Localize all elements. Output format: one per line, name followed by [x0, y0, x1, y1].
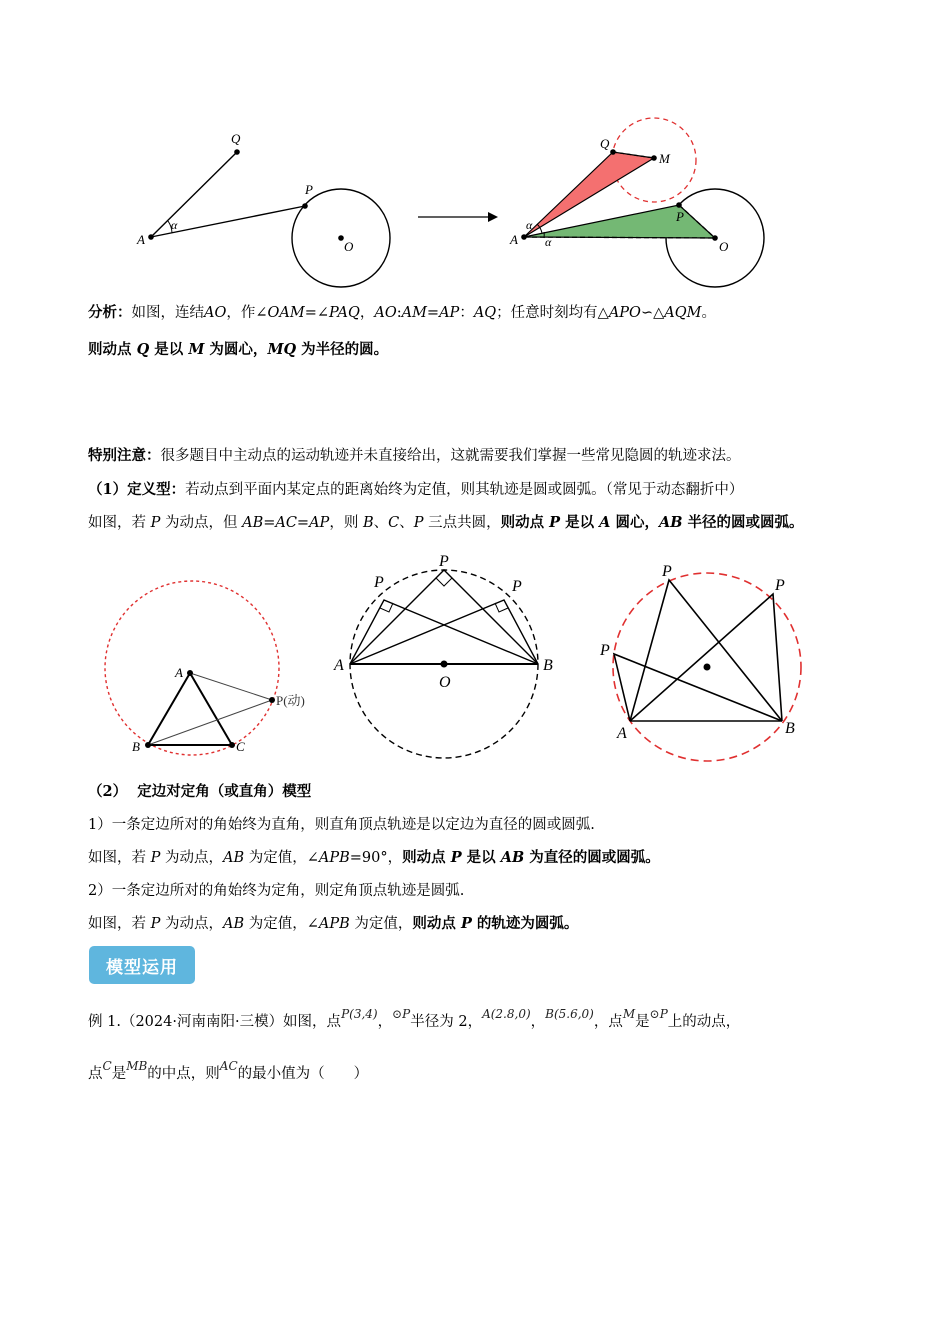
- c3-label-p-right: P: [775, 577, 785, 594]
- segment-aq: [151, 152, 237, 237]
- model-application-badge: 模型运用: [89, 946, 195, 984]
- type1-example: 如图，若 P 为动点，但 AB=AC=AP，则 B、C、P 三点共圆，则动点 P 是以 A 圆心，AB 半径的圆或圆弧。: [88, 514, 804, 531]
- label-a: A: [137, 232, 145, 247]
- c3-label-a: A: [617, 725, 627, 742]
- c3-label-b: B: [785, 720, 795, 737]
- label-alpha-bottom: α: [545, 235, 552, 249]
- c1-label-c: C: [236, 739, 245, 754]
- label-a-right: A: [510, 232, 518, 247]
- conclusion-line: 则动点 Q 是以 M 为圆心，MQ 为半径的圆。: [88, 341, 389, 358]
- c2-label-b: B: [543, 657, 553, 674]
- special-note: 特别注意：很多题目中主动点的运动轨迹并未直接给出，这就需要我们掌握一些常见隐圆的轨迹求法。: [88, 447, 741, 464]
- c2-label-p-right: P: [512, 578, 522, 595]
- c2-label-o: O: [439, 674, 451, 691]
- label-alpha-top: α: [526, 218, 533, 232]
- c2-label-p-left: P: [374, 574, 384, 591]
- label-q-right: Q: [600, 136, 610, 151]
- type2-heading: （2） 定边对定角（或直角）模型: [88, 783, 312, 800]
- type2-rule1: 1）一条定边所对的角始终为直角，则直角顶点轨迹是以定边为直径的圆或圆弧.: [88, 817, 595, 833]
- c1-label-b: B: [132, 739, 140, 754]
- figure-moving-point-similarity: [120, 110, 800, 295]
- type2-rule2-example: 如图，若 P 为动点，AB 为定值，∠APB 为定值，则动点 P 的轨迹为圆弧。: [88, 915, 579, 932]
- triangle-abc: [148, 673, 232, 745]
- example1-line1: 例 1.（2024·河南南阳·三模）如图，点$^{P(3,4)}$，$^{⊙P}$半径为 2，$^{A(2.8,0)}$，$^{B(5.6,0)}$，点$^M$是$^{⊙P}$上的动点，: [88, 1007, 741, 1030]
- c1-label-a: A: [175, 665, 183, 680]
- label-o-right: O: [719, 239, 729, 254]
- c3-label-p-left: P: [600, 642, 610, 659]
- label-p: P: [305, 182, 313, 197]
- c2-label-p-top: P: [439, 553, 449, 570]
- label-o: O: [344, 239, 354, 254]
- c2-label-a: A: [334, 657, 344, 674]
- c3-label-p-top: P: [662, 563, 672, 580]
- c1-label-p: P(动): [276, 693, 305, 708]
- type2-rule2: 2）一条定边所对的角始终为定角，则定角顶点轨迹是圆弧.: [88, 883, 465, 899]
- label-p-right: P: [676, 209, 684, 224]
- label-q: Q: [231, 131, 241, 146]
- label-alpha: α: [171, 218, 178, 232]
- label-m: M: [659, 151, 670, 166]
- example1-line2: 点$^C$是$^{MB}$的中点，则$^{AC}$的最小值为（ ）: [88, 1059, 369, 1082]
- analysis-line: 分析：如图，连结AO，作∠OAM=∠PAQ，AO:AM=AP：AQ；任意时刻均有△APO∽△AQM。: [88, 304, 716, 321]
- type1-heading: （1）定义型：若动点到平面内某定点的距离始终为定值，则其轨迹是圆或圆弧。（常见于动态翻折中）: [88, 481, 744, 498]
- figure-hidden-circles: [95, 545, 815, 770]
- type2-rule1-example: 如图，若 P 为动点，AB 为定值，∠APB=90°，则动点 P 是以 AB 为直径的圆或圆弧。: [88, 849, 660, 866]
